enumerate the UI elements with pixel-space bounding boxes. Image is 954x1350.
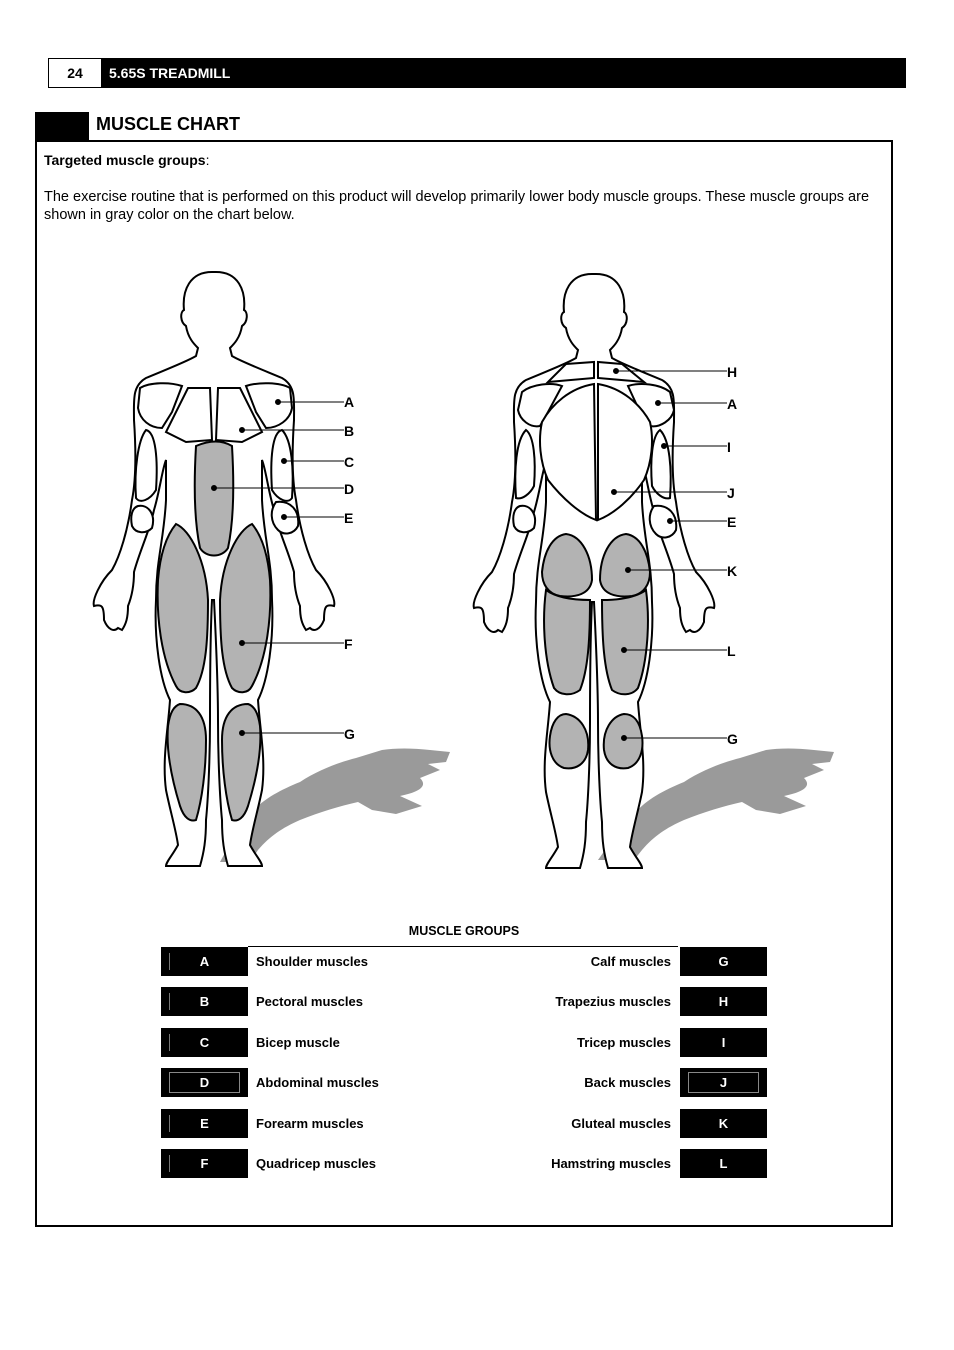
legend-code: C [161,1028,248,1057]
front-label-b: B [344,423,355,439]
back-label-k: K [727,563,738,579]
legend-name: Calf muscles [590,954,671,969]
table-row [161,1149,767,1179]
back-hamstring-left [544,590,590,694]
back-hamstring-right [602,590,648,694]
back-label-i: I [727,439,731,455]
legend-name: Back muscles [584,1075,671,1090]
front-label-g: G [344,726,355,742]
legend-name: Forearm muscles [256,1116,364,1131]
back-label-a: A [727,396,738,412]
front-body-figure [94,272,335,866]
back-forearm-left [513,506,535,533]
intro-paragraph: The exercise routine that is performed on this product will develop primarily lower body muscle groups. These muscle groups are shown in gray color on the chart below. [44,189,870,223]
table-row [161,1028,767,1058]
lead-suffix: : [205,152,210,168]
front-label-f: F [344,636,353,652]
back-body-figure [474,274,715,868]
back-label-l: L [727,643,736,659]
back-label-e: E [727,514,737,530]
section-title: MUSCLE CHART [96,114,240,134]
legend-code: A [161,947,248,976]
legend-name: Gluteal muscles [571,1116,671,1131]
legend-code: E [161,1109,248,1138]
back-callout-labels [727,364,738,747]
front-forearm-left [131,506,153,533]
lead-label: Targeted muscle groups [44,152,206,168]
legend-code: I [680,1028,767,1057]
legend-name: Pectoral muscles [256,994,363,1009]
legend-code: J [680,1068,767,1097]
legend-name: Tricep muscles [577,1035,671,1050]
manual-title: 5.65S TREADMILL [101,59,905,87]
table-row [161,1109,767,1139]
front-body-outline [94,272,335,866]
table-row [161,987,767,1017]
back-label-h: H [727,364,738,380]
back-label-g: G [727,731,738,747]
legend-code: D [161,1068,248,1097]
table-row [161,1068,767,1098]
legend-name: Hamstring muscles [551,1156,671,1171]
table-row [161,947,767,977]
page-number: 24 [49,59,101,87]
legend-name: Shoulder muscles [256,954,368,969]
legend-name: Quadricep muscles [256,1156,376,1171]
legend-name: Abdominal muscles [256,1075,379,1090]
front-label-a: A [344,394,355,410]
legend-code: L [680,1149,767,1178]
front-label-d: D [344,481,355,497]
back-label-j: J [727,485,735,501]
front-label-e: E [344,510,354,526]
legend-code: B [161,987,248,1016]
legend-code: F [161,1149,248,1178]
front-label-c: C [344,454,355,470]
front-abdominals [195,442,233,556]
muscle-groups-title: MUSCLE GROUPS [408,924,520,938]
legend-name: Bicep muscle [256,1035,340,1050]
legend-code: G [680,947,767,976]
legend-name: Trapezius muscles [555,994,671,1009]
front-callout-labels [344,394,355,742]
legend-code: H [680,987,767,1016]
legend-code: K [680,1109,767,1138]
